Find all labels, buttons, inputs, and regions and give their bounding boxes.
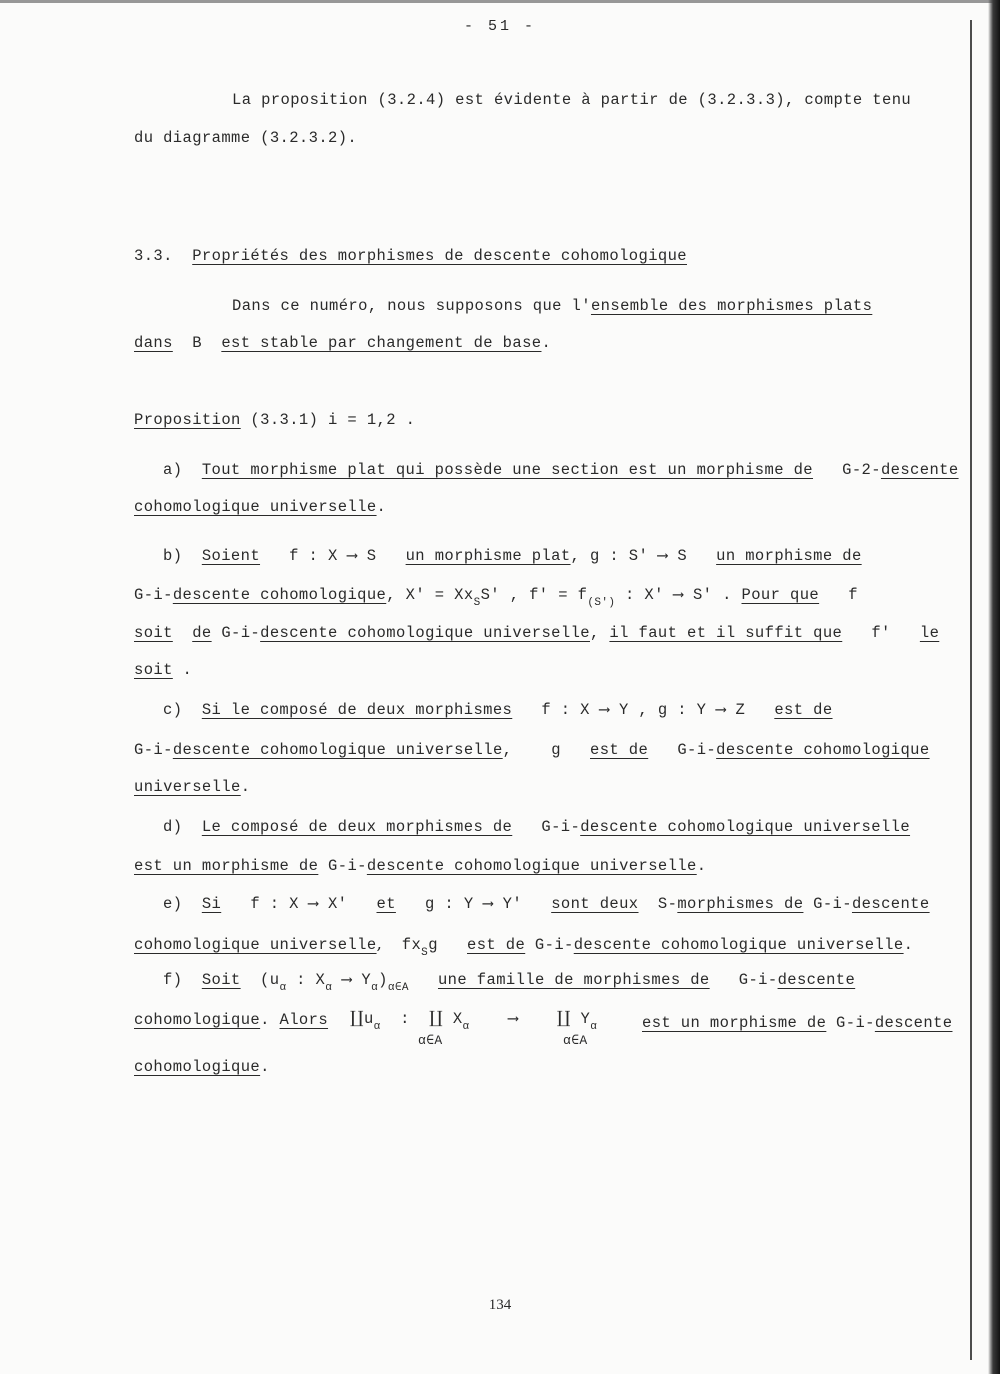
- coprod-colon: :: [400, 1010, 410, 1028]
- page-header: - 51 -: [463, 18, 536, 35]
- item-b-pour: Pour que: [741, 586, 820, 604]
- coprod-x: X: [452, 1010, 463, 1028]
- item-e-comma: ,: [376, 934, 383, 954]
- item-b-le: le: [919, 624, 940, 642]
- intro-stable: est stable par changement de base: [221, 334, 542, 352]
- intro-dans: dans: [134, 334, 173, 352]
- item-f-index: α∈A: [387, 982, 409, 994]
- arrow-icon: ⟶: [308, 895, 319, 913]
- intro-line2: [134, 333, 551, 353]
- item-e-sub: S: [421, 947, 429, 959]
- arrow-icon: ⟶: [599, 701, 610, 719]
- item-e-yp: Y': [502, 895, 523, 913]
- item-b-s2: S: [677, 547, 688, 565]
- item-d-text: Le composé de deux morphismes de: [201, 818, 513, 836]
- item-b-s: S: [366, 547, 377, 565]
- item-b-xprime: , X' = Xx: [386, 586, 474, 604]
- item-f-cohom2: cohomologique: [134, 1058, 261, 1076]
- section-number: 3.3.: [134, 247, 173, 265]
- item-b-f: f : X: [289, 547, 338, 565]
- item-c-period: .: [240, 778, 251, 796]
- item-b-line1: [163, 546, 862, 566]
- scan-edge-line: [970, 20, 972, 1360]
- item-c-desc: descente cohomologique universelle: [172, 741, 503, 759]
- item-f-y: Y: [361, 971, 372, 989]
- item-f-paren: ): [378, 971, 388, 989]
- item-f-est: est un morphisme de: [642, 1014, 827, 1032]
- item-b-soient: Soient: [201, 547, 261, 565]
- item-b-fprime: S' , f' = f: [480, 586, 588, 604]
- item-b-plat: un morphisme plat: [405, 547, 571, 565]
- item-b-fp: f': [871, 624, 891, 642]
- item-f-alors: Alors: [279, 1011, 329, 1029]
- item-c-g: Y , g : Y: [619, 701, 707, 719]
- item-e-si: Si: [201, 895, 222, 913]
- coprod-index-1: α∈A: [418, 1033, 443, 1048]
- item-c-label: c): [163, 701, 183, 719]
- item-e-xp: X': [327, 895, 348, 913]
- item-a-line1: [163, 460, 959, 480]
- item-e-desc2: descente cohomologique universelle: [573, 936, 904, 954]
- item-a-descente: descente: [880, 461, 959, 479]
- item-a-g2: G-2-: [842, 461, 881, 479]
- coprod-index-2: α∈A: [563, 1033, 588, 1048]
- item-d-label: d): [163, 818, 183, 836]
- item-d-period: .: [696, 857, 707, 875]
- coproduct-symbol-3: ∐: [556, 1008, 571, 1028]
- item-b-gi: G-i-: [134, 586, 173, 604]
- coprod-alpha: α: [373, 1021, 381, 1033]
- item-f-gi: G-i-: [738, 971, 778, 989]
- coprod-y: Y: [580, 1010, 591, 1028]
- intro-line1: [232, 296, 872, 316]
- item-f-cohom: cohomologique: [134, 1011, 261, 1029]
- item-e-s: S-: [657, 895, 678, 913]
- item-b-sub2: (S'): [587, 597, 616, 609]
- item-b-sub: S: [473, 597, 481, 609]
- coproduct-symbol: ∐: [350, 1008, 364, 1028]
- arrow-icon: ⟶: [673, 586, 684, 604]
- item-f-alpha2: α: [325, 982, 333, 994]
- item-a-label: a): [163, 461, 183, 479]
- item-e-line1: [163, 894, 930, 914]
- proposition-heading: [134, 410, 415, 430]
- item-f-desc: descente: [777, 971, 856, 989]
- item-f-u: (u: [260, 971, 280, 989]
- item-e-g2: g: [428, 936, 438, 954]
- item-e-f: f : X: [250, 895, 299, 913]
- item-e-cohom: cohomologique universelle: [134, 936, 377, 954]
- section-heading: [134, 246, 687, 266]
- item-e-fx: fx: [401, 936, 422, 954]
- coproduct-expression: [350, 1008, 597, 1031]
- para1-line2: du diagramme (3.2.3.2).: [134, 129, 358, 147]
- item-d-line1: [163, 817, 910, 837]
- item-c-gi: G-i-: [134, 741, 173, 759]
- item-c-f: f : X: [541, 701, 590, 719]
- item-f-une: une famille de morphismes de: [437, 971, 710, 989]
- item-b-period: .: [182, 661, 193, 679]
- item-c-universelle: universelle: [134, 778, 241, 796]
- item-f-alpha: α: [279, 982, 287, 994]
- intro-period: .: [541, 334, 552, 352]
- item-b-morph: un morphisme de: [716, 547, 862, 565]
- item-e-et: et: [376, 895, 396, 913]
- item-e-label: e): [163, 895, 183, 913]
- item-c-g2: g: [551, 741, 561, 759]
- proposition-label: Proposition: [134, 411, 241, 429]
- item-f-line3: [134, 1057, 270, 1077]
- arrow-icon: ⟶: [483, 895, 493, 913]
- item-e-g: g : Y: [425, 895, 474, 913]
- item-f-line2: [134, 1010, 328, 1030]
- item-f-gi2: G-i-: [836, 1014, 875, 1032]
- intro-text-underlined: ensemble des morphismes plats: [590, 297, 873, 315]
- coproduct-symbol-2: ∐: [429, 1008, 444, 1028]
- item-d-desc2: descente cohomologique universelle: [366, 857, 697, 875]
- item-b-xp: : X': [625, 586, 664, 604]
- item-a-cohom: cohomologique universelle: [134, 498, 377, 516]
- para1-line1: La proposition (3.2.4) est évidente à partir de (3.2.3.3), compte tenu: [232, 91, 912, 109]
- item-d-desc: descente cohomologique universelle: [580, 818, 911, 836]
- item-c-desc2: descente cohomologique: [716, 741, 930, 759]
- item-b-faut: il faut et il suffit que: [609, 624, 843, 642]
- item-c-line1: [163, 700, 833, 720]
- arrow-icon: ⟶: [347, 547, 358, 565]
- page-top-edge: [0, 0, 1000, 3]
- arrow-icon: ⟶: [716, 701, 726, 719]
- item-c-line3: [134, 777, 250, 797]
- item-b-line3: [134, 623, 939, 643]
- item-f-x: : X: [296, 971, 326, 989]
- item-c-line2: [134, 740, 930, 760]
- item-e-gi2: G-i-: [534, 936, 574, 954]
- coprod-u: u: [363, 1010, 374, 1028]
- item-b-soit: soit: [134, 624, 173, 642]
- item-f-line1: [163, 970, 855, 992]
- item-b-f2: f: [848, 586, 858, 604]
- section-title: Propriétés des morphismes de descente cohomologique: [192, 247, 687, 265]
- item-f-desc2: descente: [874, 1014, 953, 1032]
- page-number: 134: [488, 1297, 512, 1313]
- item-c-z: Z: [735, 701, 746, 719]
- intro-text: Dans ce numéro, nous supposons que l': [232, 297, 591, 315]
- item-b-descente: descente cohomologique: [172, 586, 387, 604]
- item-d-line2: [134, 856, 706, 876]
- item-b-sp: S' .: [692, 586, 732, 604]
- item-e-gi: G-i-: [813, 895, 852, 913]
- item-c-estde: est de: [774, 701, 833, 719]
- item-b-comma: ,: [590, 624, 600, 642]
- item-d-gi: G-i-: [541, 818, 581, 836]
- item-b-de: de: [192, 624, 212, 642]
- item-e-line2: [134, 934, 913, 957]
- item-e-morph: morphismes de: [677, 895, 804, 913]
- item-d-gi2: G-i-: [328, 857, 367, 875]
- item-f-label: f): [163, 971, 183, 989]
- proposition-number: (3.3.1) i = 1,2 .: [250, 411, 416, 429]
- item-a-period: .: [376, 498, 387, 516]
- coprod-alpha2: α: [462, 1021, 470, 1033]
- item-f-soit: Soit: [201, 971, 241, 989]
- item-b-soit2: soit: [134, 661, 173, 679]
- item-f-period2: .: [260, 1058, 270, 1076]
- item-c-text: Si le composé de deux morphismes: [201, 701, 513, 719]
- item-c-estde2: est de: [590, 741, 649, 759]
- intro-category-b: B: [192, 334, 202, 352]
- item-b-g: , g : S': [570, 547, 649, 565]
- arrow-icon: ⟶: [341, 971, 352, 989]
- arrow-icon: ⟶: [508, 1010, 519, 1028]
- item-e-estde: est de: [467, 936, 526, 954]
- item-b-gi2: G-i-: [221, 624, 261, 642]
- item-b-desc2: descente cohomologique universelle: [260, 624, 590, 642]
- item-f-period: .: [260, 1011, 270, 1029]
- item-b-line2: [134, 585, 858, 607]
- item-c-gi2: G-i-: [677, 741, 717, 759]
- item-e-period: .: [903, 936, 914, 954]
- item-f-line2-end: [642, 1013, 952, 1033]
- item-a-line2: [134, 497, 386, 517]
- item-b-line4: [134, 660, 192, 680]
- item-a-text: Tout morphisme plat qui possède une section est un morphisme de: [201, 461, 814, 479]
- arrow-icon: ⟶: [657, 547, 668, 565]
- item-c-comma: ,: [502, 741, 513, 759]
- item-d-est: est un morphisme de: [134, 857, 319, 875]
- item-f-alpha3: α: [371, 982, 379, 994]
- coprod-alpha3: α: [590, 1021, 598, 1033]
- item-b-label: b): [163, 547, 183, 565]
- item-e-sont: sont deux: [551, 895, 639, 913]
- item-e-desc: descente: [851, 895, 930, 913]
